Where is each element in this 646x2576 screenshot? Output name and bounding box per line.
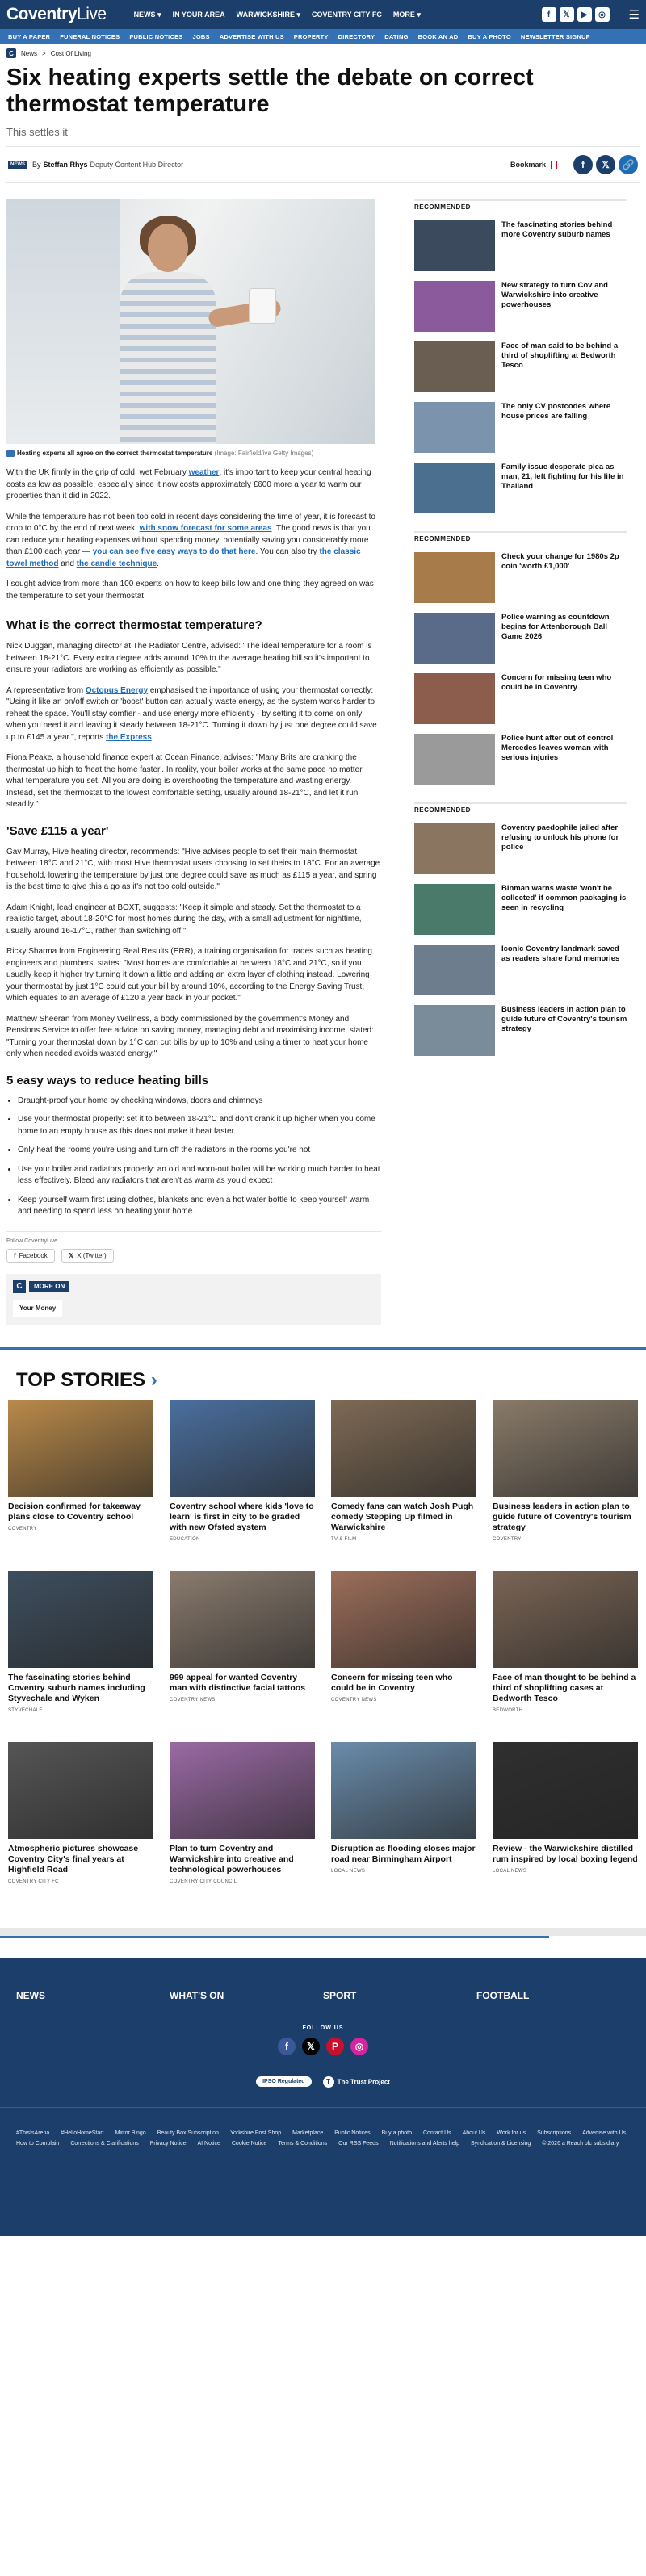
story-tag: LOCAL NEWS (331, 1868, 366, 1874)
story-title: Decision confirmed for takeaway plans close to Coventry school (8, 1501, 141, 1522)
bookmark-label: Bookmark (510, 161, 546, 169)
footer-link[interactable]: Subscriptions (537, 2130, 572, 2136)
follow-us-label: FOLLOW US (302, 2025, 344, 2031)
nav-in-your-area[interactable]: IN YOUR AREA (172, 10, 225, 19)
footer-links (0, 2107, 646, 2147)
more-on-badge: C (13, 1280, 26, 1293)
list-item: • Only heat the rooms you're using and turn off the radiators in the rooms you're not (18, 1145, 381, 1157)
subnav-newsletter[interactable]: NEWSLETTER SIGNUP (520, 32, 590, 40)
nav-warwickshire[interactable]: WARWICKSHIRE ▾ (236, 10, 300, 19)
follow-label: Follow CoventryLive (6, 1238, 58, 1244)
site-header (0, 0, 646, 29)
footer-social (0, 2038, 646, 2055)
story-tag: COVENTRY (493, 1536, 522, 1542)
story-image (493, 1742, 638, 1839)
footer-link[interactable]: Contact Us (423, 2130, 451, 2136)
bookmark-button[interactable] (510, 161, 557, 169)
section-divider (0, 1347, 646, 1350)
paragraph-9: Ricky Sharma from Engineering Real Results (ERR), a training organisation for trades such as heating engineers and plumbers, states: "Most homes are comfortable at between 18°C and 21°C, so if you usually keep it higher try turning it down a little and adding an extra layer of clothing instead. Lowering your thermostat by just 1°C could cut your bill by around 10%, according to the Energy Saving Trust, which equates to an average of £120 a year back in your pocket." (6, 947, 372, 1003)
nav-news[interactable]: NEWS ▾ (133, 10, 162, 19)
story-tag: COVENTRY NEWS (170, 1697, 216, 1703)
facebook-icon[interactable]: f (278, 2038, 296, 2055)
more-on-label: MORE ON (29, 1281, 69, 1292)
list-item: • Use your thermostat properly: set it to between 18-21°C and don't crank it up higher when you come home to an empty house as this does not make it heat faster (18, 1114, 381, 1137)
story-title: Business leaders in action plan to guide future of Coventry's tourism strategy (493, 1501, 631, 1532)
footer-link[interactable]: Mirror Bingo (115, 2130, 146, 2136)
byline-bar (6, 146, 640, 183)
camera-icon (6, 450, 15, 457)
sidebar-thumbnail (414, 884, 495, 935)
recommended-heading: RECOMMENDED (414, 199, 627, 211)
story-tag: TV & FILM (331, 1536, 357, 1542)
sidebar-thumbnail (414, 463, 495, 513)
sidebar-item[interactable] (414, 673, 627, 724)
news-badge: NEWS (8, 161, 27, 169)
footer-link[interactable]: Privacy Notice (149, 2140, 187, 2147)
footer-football[interactable]: FOOTBALL (476, 1989, 530, 2001)
x-share-icon[interactable]: 𝕏 (596, 155, 615, 174)
site-logo[interactable] (6, 5, 107, 24)
x-icon[interactable]: 𝕏 (302, 2038, 320, 2055)
story-card[interactable] (170, 1742, 315, 1913)
sidebar-item[interactable] (414, 1005, 627, 1056)
story-image (170, 1742, 315, 1839)
five-easy-ways-link[interactable]: you can see five easy ways to do that here (92, 547, 256, 556)
site-footer (0, 1958, 646, 2236)
top-stories-grid (8, 1400, 646, 1913)
paragraph-5: A representative from Octopus Energy emphasised the importance of using your thermostat correctly: "Using it like an on/off switch or 'boost' button can actually waste energy, as the system works harder to reheat the space. You'll stay comfier - and use energy more efficiently - by setting it to come on only when you need it and leaving it steady between 18-21°C. Turning it down by just one degree could save up to £145 a year.", reports the Express. (6, 685, 377, 742)
sidebar-item-title: New strategy to turn Cov and Warwickshire into creative powerhouses (501, 281, 608, 309)
story-tag: COVENTRY CITY COUNCIL (170, 1879, 237, 1884)
story-image (493, 1571, 638, 1668)
sidebar-item[interactable] (414, 823, 627, 874)
list-item: • Keep yourself warm first using clothes, blankets and even a hot water bottle to keep yourself warm and needing to spend less on heating your home. (18, 1195, 381, 1218)
footer-link[interactable]: © 2026 a Reach plc subsidiary (542, 2140, 619, 2147)
story-title: 999 appeal for wanted Coventry man with distinctive facial tattoos (170, 1672, 306, 1693)
paragraph-6: Fiona Peake, a household finance expert at Ocean Finance, advises: "Many Brits are cranking the thermostat up high to 'heat the home faster'. In reality, your boiler works at the same pace no matter what temperature you set. All you are doing is overshooting the temperature and wasting energy. Instead, set the thermostat to the lowest comfortable setting, usually around 18-21°C, and let it run steadily." (6, 753, 363, 809)
sidebar-thumbnail (414, 341, 495, 392)
article-subtitle: This settles it (6, 126, 68, 138)
sidebar-item[interactable] (414, 341, 627, 392)
paragraph-10: Matthew Sheeran from Money Wellness, a body commissioned by the government's Money and Pensions Service to offer free advice on saving money, managing debt and maximising income, stated: "Turning your thermostat down by 1°C can cut bills by up to 10% and using a timer to heat your home only when needed avoids wasted energy." (6, 1014, 374, 1058)
sidebar-item-title: The fascinating stories behind more Coventry suburb names (501, 220, 613, 239)
sidebar-thumbnail (414, 673, 495, 724)
sidebar-item-title: Police warning as countdown begins for Attenborough Ball Game 2026 (501, 613, 610, 641)
sidebar-item[interactable] (414, 220, 627, 271)
follow-section (6, 1231, 381, 1263)
story-card[interactable] (331, 1742, 476, 1913)
chevron-right-icon: › (150, 1368, 157, 1391)
story-title: Disruption as flooding closes major road near Birmingham Airport (331, 1843, 476, 1864)
subnav-jobs[interactable]: JOBS (192, 32, 210, 40)
footer-link[interactable]: Notifications and Alerts help (389, 2140, 459, 2147)
sidebar-item-title: Check your change for 1980s 2p coin 'worth £1,000' (501, 552, 619, 571)
footer-columns (0, 1958, 646, 2001)
sidebar-item[interactable] (414, 613, 627, 664)
story-image (331, 1400, 476, 1497)
story-title: Plan to turn Coventry and Warwickshire into creative and technological powerhouses (170, 1843, 294, 1874)
story-title: Concern for missing teen who could be in Coventry (331, 1672, 453, 1693)
hero-image (6, 199, 375, 444)
footer-link[interactable]: Marketplace (292, 2130, 324, 2136)
story-card[interactable] (493, 1571, 638, 1742)
section-heading-save: 'Save £115 a year' (6, 823, 109, 838)
octopus-energy-link[interactable]: Octopus Energy (85, 685, 149, 695)
sidebar-thumbnail (414, 402, 495, 453)
header-social (542, 7, 610, 22)
sub-nav (0, 29, 646, 44)
paragraph-1: With the UK firmly in the grip of cold, wet February weather, it's important to keep your central heating costs as low as possible, especially since it now costs approximately £600 more a year to warm our properties than it did in 2022. (6, 468, 371, 501)
footer-link[interactable]: AI Notice (197, 2140, 220, 2147)
sidebar-thumbnail (414, 734, 495, 785)
recommended-heading: RECOMMENDED (414, 802, 627, 814)
list-item: • Draught-proof your home by checking windows, doors and chimneys (18, 1095, 381, 1108)
paragraph-2: While the temperature has not been too cold in recent days considering the time of year, it is forecast to drop to 0°C by the end of next week, with snow forecast for some areas. The good news is that you can reduce your heating expenses without spending money, potentially saving you considerably more than £100 each year — you can see five easy ways to do that here. You can also try the classic towel method and the candle technique. (6, 512, 375, 568)
subnav-buy-a-paper[interactable]: BUY A PAPER (8, 32, 51, 40)
breadcrumb (6, 48, 640, 58)
logo-main: Coventry (6, 5, 78, 23)
story-title: Comedy fans can watch Josh Pugh comedy Stepping Up filmed in Warwickshire (331, 1501, 474, 1532)
instagram-icon[interactable]: ◎ (350, 2038, 368, 2055)
sidebar-thumbnail (414, 552, 495, 603)
story-card[interactable] (8, 1400, 153, 1571)
sidebar-item[interactable] (414, 281, 627, 332)
sidebar-item[interactable] (414, 945, 627, 995)
sidebar-thumbnail (414, 220, 495, 271)
sidebar-item-title: Family issue desperate plea as man, 21, left fighting for his life in Thailand (501, 463, 624, 491)
caption-credit: (Image: Fairfield/iva Getty Images) (214, 450, 314, 457)
nav-more[interactable]: MORE ▾ (392, 10, 421, 19)
story-tag: EDUCATION (170, 1536, 200, 1542)
subnav-directory[interactable]: DIRECTORY (338, 32, 375, 40)
subnav-dating[interactable]: DATING (384, 32, 409, 40)
follow-x-button[interactable] (61, 1249, 114, 1263)
subnav-funeral-notices[interactable]: FUNERAL NOTICES (60, 32, 120, 40)
sidebar-item-title: Police hunt after out of control Mercedes leaves woman with serious injuries (501, 734, 614, 762)
top-stories-heading[interactable] (16, 1369, 646, 1392)
article-title: Six heating experts settle the debate on correct thermostat temperature (6, 65, 534, 117)
nav-coventry-city-fc[interactable]: COVENTRY CITY FC (311, 10, 382, 19)
breadcrumb-cost-of-living[interactable]: Cost Of Living (50, 49, 91, 57)
topic-your-money[interactable]: Your Money (13, 1300, 62, 1317)
paragraph-7: Gav Murray, Hive heating director, recommends: "Hive advises people to set their main thermostat between 18°C and 21°C, with most Hive thermostat users choosing to set theirs to 18°C. For an average household, lowering the temperature by just one degree could save as much as £115 a year, and spring is the best time to give this a go as it's not too cold outside." (6, 847, 380, 891)
section-heading-thermostat: What is the correct thermostat temperature? (6, 618, 262, 632)
footer-link[interactable]: Yorkshire Post Shop (229, 2130, 282, 2136)
story-title: Atmospheric pictures showcase Coventry City's final years at Highfield Road (8, 1843, 139, 1874)
facebook-icon: f (14, 1251, 16, 1259)
footer-link[interactable]: About Us (462, 2130, 486, 2136)
story-card[interactable] (170, 1571, 315, 1742)
weather-link[interactable]: weather (188, 468, 220, 477)
paragraph-8: Adam Knight, lead engineer at BOXT, suggests: "Keep it simple and steady. Set the thermostat to a realistic target, about 18-20°C for most homes during the day, with a small adjustment for nighttime, usually around 16-17°C, rather than switching off." (6, 903, 362, 936)
express-link[interactable]: the Express (106, 732, 152, 742)
tips-list (6, 1095, 381, 1218)
sidebar-thumbnail (414, 281, 495, 332)
breadcrumb-news[interactable]: News (21, 49, 38, 57)
main-nav (134, 10, 421, 19)
paragraph-3: I sought advice from more than 100 experts on how to keep bills low and one thing they agreed on was the temperature to set your thermostat. (6, 580, 374, 601)
footer-link[interactable]: Syndication & Licensing (470, 2140, 531, 2147)
paragraph-4: Nick Duggan, managing director at The Radiator Centre, advised: "The ideal temperature for a room is between 18-21°C. Every extra degree adds around 10% to the average heating bill so it's important to ensure your radiators are working as efficiently as possible." (6, 642, 372, 674)
more-on-box (6, 1274, 381, 1325)
footer-link[interactable]: #HelloHomeStart (61, 2130, 104, 2136)
story-title: The fascinating stories behind Coventry suburb names including Styvechale and Wyken (8, 1672, 145, 1703)
breadcrumb-separator: > (42, 49, 46, 57)
sidebar (414, 199, 627, 1325)
story-card[interactable] (170, 1400, 315, 1571)
sidebar-item-title: Coventry paedophile jailed after refusing to unlock his phone for police (501, 823, 619, 852)
trust-project-badge[interactable] (323, 2076, 390, 2088)
sidebar-item-title: Face of man said to be behind a third of shoplifting at Bedworth Tesco (501, 341, 619, 370)
share-buttons (573, 155, 638, 174)
sidebar-item[interactable] (414, 402, 627, 453)
snow-forecast-link[interactable]: with snow forecast for some areas (139, 524, 272, 533)
subnav-buy-a-photo[interactable]: BUY A PHOTO (468, 32, 511, 40)
footer-whats-on[interactable]: WHAT'S ON (170, 1989, 224, 2001)
footer-link[interactable]: Public Notices (334, 2130, 371, 2136)
youtube-icon[interactable]: ▶ (577, 7, 592, 22)
sidebar-item-title: Business leaders in action plan to guide future of Coventry's tourism strategy (501, 1005, 627, 1033)
hamburger-icon[interactable]: ☰ (628, 8, 640, 22)
story-image (8, 1742, 153, 1839)
footer-link[interactable]: Terms & Conditions (278, 2140, 328, 2147)
x-icon: 𝕏 (68, 1251, 74, 1259)
byline (32, 161, 183, 169)
gray-divider (0, 1928, 646, 1936)
sidebar-item-title: Iconic Coventry landmark saved as readers share fond memories (501, 945, 620, 963)
story-card[interactable] (493, 1742, 638, 1913)
x-icon[interactable]: 𝕏 (560, 7, 574, 22)
subnav-book-an-ad[interactable]: BOOK AN AD (417, 32, 459, 40)
sidebar-thumbnail (414, 823, 495, 874)
story-image (170, 1571, 315, 1668)
footer-link[interactable]: #ThisIsArena (16, 2130, 50, 2136)
sidebar-item[interactable] (414, 463, 627, 513)
story-card[interactable] (331, 1571, 476, 1742)
story-tag: COVENTRY CITY FC (8, 1879, 59, 1884)
author-role: Deputy Content Hub Director (90, 161, 184, 169)
footer-sport[interactable]: SPORT (323, 1989, 357, 2001)
subnav-property[interactable]: PROPERTY (293, 32, 329, 40)
story-card[interactable] (8, 1742, 153, 1913)
story-image (331, 1742, 476, 1839)
story-tag: BEDWORTH (493, 1707, 523, 1713)
story-image (8, 1571, 153, 1668)
top-stories-title: TOP STORIES (16, 1368, 146, 1391)
image-caption (6, 449, 381, 459)
ipso-badge[interactable]: IPSO Regulated (256, 2076, 312, 2087)
sidebar-thumbnail (414, 1005, 495, 1056)
towel-method-link[interactable]: the classic towel method (6, 547, 361, 568)
logo-live: Live (77, 5, 107, 23)
footer-link[interactable]: Corrections & Clarifications (70, 2140, 139, 2147)
thermostat (249, 288, 276, 324)
footer-link[interactable]: Our RSS Feeds (338, 2140, 379, 2147)
facebook-share-icon[interactable]: f (573, 155, 593, 174)
sidebar-item-title: Concern for missing teen who could be in Coventry (501, 673, 612, 692)
caption-text: Heating experts all agree on the correct thermostat temperature (17, 450, 213, 457)
footer-link[interactable]: Advertise with Us (582, 2130, 627, 2136)
byline-by: By (32, 161, 41, 169)
trust-project-label: The Trust Project (337, 2078, 390, 2085)
sidebar-item-title: The only CV postcodes where house prices are falling (501, 402, 611, 421)
story-image (8, 1400, 153, 1497)
story-tag: COVENTRY (8, 1526, 37, 1531)
story-title: Review - the Warwickshire distilled rum inspired by local boxing legend (493, 1843, 638, 1864)
trust-project-icon: T (323, 2076, 334, 2088)
subnav-public-notices[interactable]: PUBLIC NOTICES (129, 32, 183, 40)
author-link[interactable]: Steffan Rhys (43, 161, 88, 169)
article-body (6, 199, 381, 1325)
story-card[interactable] (331, 1400, 476, 1571)
story-card[interactable] (493, 1400, 638, 1571)
follow-facebook-label: Facebook (19, 1251, 48, 1259)
story-tag: STYVECHALE (8, 1707, 43, 1713)
story-image (170, 1400, 315, 1497)
footer-link[interactable]: Cookie Notice (231, 2140, 267, 2147)
footer-link[interactable]: Work for us (497, 2130, 526, 2136)
candle-technique-link[interactable]: the candle technique (76, 559, 157, 568)
subnav-advertise[interactable]: ADVERTISE WITH US (219, 32, 284, 40)
section-heading-tips: 5 easy ways to reduce heating bills (6, 1073, 209, 1087)
sidebar-item[interactable] (414, 884, 627, 935)
story-image (331, 1571, 476, 1668)
section-badge: C (6, 48, 16, 58)
recommended-heading: RECOMMENDED (414, 531, 627, 542)
follow-facebook-button[interactable] (6, 1249, 55, 1263)
blue-divider (0, 1936, 549, 1938)
follow-x-label: X (Twitter) (77, 1251, 107, 1259)
link-share-icon[interactable]: 🔗 (619, 155, 638, 174)
bookmark-icon (551, 161, 557, 169)
story-card[interactable] (8, 1571, 153, 1742)
instagram-icon[interactable]: ◎ (595, 7, 610, 22)
pinterest-icon[interactable]: P (326, 2038, 344, 2055)
story-image (493, 1400, 638, 1497)
story-tag: COVENTRY NEWS (331, 1697, 377, 1703)
footer-link[interactable]: Buy a photo (381, 2130, 412, 2136)
sidebar-item-title: Binman warns waste 'won't be collected' if common packaging is seen in recycling (501, 884, 627, 912)
story-title: Coventry school where kids 'love to learn' is first in city to be graded with new Ofsted system (170, 1501, 314, 1532)
sidebar-item[interactable] (414, 734, 627, 785)
list-item: • Use your boiler and radiators properly: an old and worn-out boiler will be working much harder to heat less effectively. Bleed any radiators that aren't as warm as you'd expect (18, 1164, 381, 1187)
sidebar-thumbnail (414, 945, 495, 995)
story-tag: LOCAL NEWS (493, 1868, 527, 1874)
facebook-icon[interactable]: f (542, 7, 556, 22)
footer-link[interactable]: Beauty Box Subscription (157, 2130, 219, 2136)
sidebar-item[interactable] (414, 552, 627, 603)
footer-news[interactable]: NEWS (16, 1989, 45, 2001)
sidebar-thumbnail (414, 613, 495, 664)
story-title: Face of man thought to be behind a third of shoplifting cases at Bedworth Tesco (493, 1672, 636, 1703)
footer-link[interactable]: How to Complain (16, 2140, 60, 2147)
regulation-badges (0, 2076, 646, 2088)
